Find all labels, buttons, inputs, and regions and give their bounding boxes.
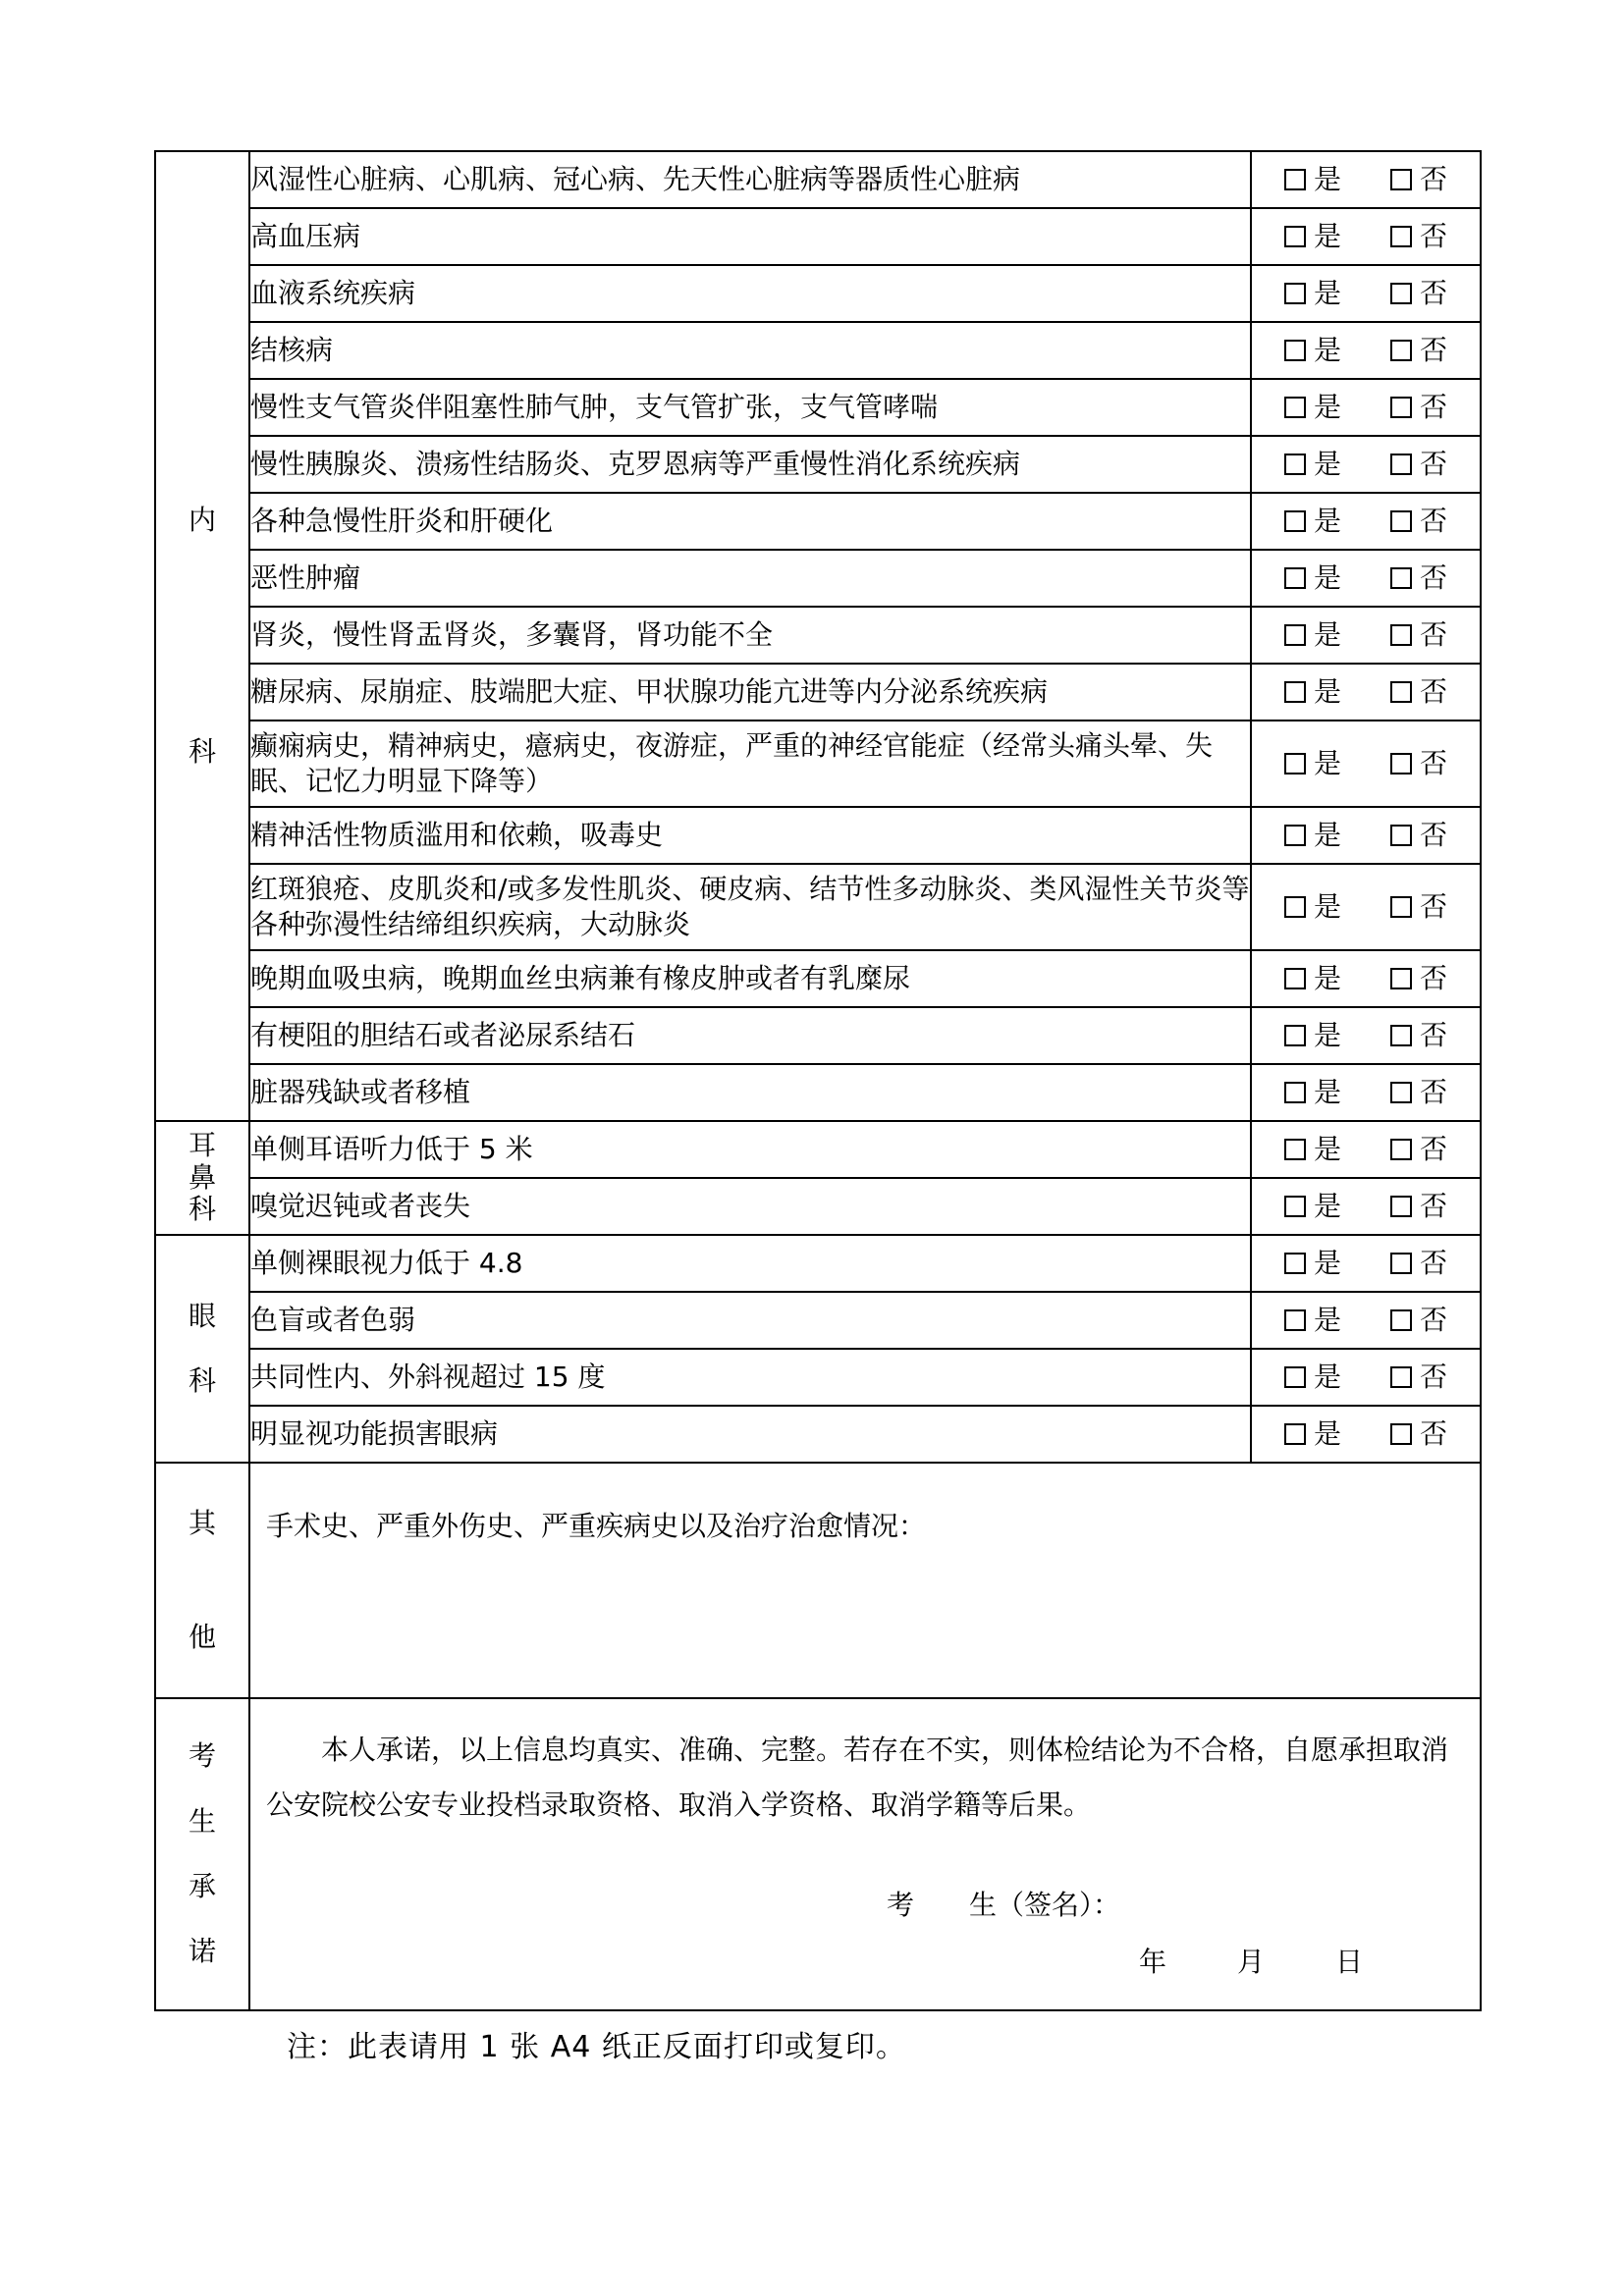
condition-label: 各种急慢性肝炎和肝硬化 xyxy=(249,493,1251,550)
option-yes[interactable] xyxy=(1284,447,1341,482)
no-label: 否 xyxy=(1419,333,1447,366)
yes-label: 是 xyxy=(1313,746,1341,779)
yes-checkbox[interactable] xyxy=(1284,896,1306,918)
category-ent-char: 耳 xyxy=(188,1129,216,1162)
condition-label: 结核病 xyxy=(249,322,1251,379)
condition-row xyxy=(155,322,1481,379)
no-checkbox[interactable] xyxy=(1390,1025,1412,1046)
condition-label: 糖尿病、尿崩症、肢端肥大症、甲状腺功能亢进等内分泌系统疾病 xyxy=(249,664,1251,721)
option-no[interactable] xyxy=(1390,333,1447,368)
option-yes[interactable] xyxy=(1284,219,1341,254)
option-yes[interactable] xyxy=(1284,818,1341,853)
pledge-row xyxy=(155,1698,1481,2010)
no-label: 否 xyxy=(1419,276,1447,309)
option-yes[interactable] xyxy=(1284,617,1341,653)
condition-label: 共同性内、外斜视超过 15 度 xyxy=(249,1349,1251,1406)
condition-row xyxy=(155,493,1481,550)
yes-checkbox[interactable] xyxy=(1284,753,1306,774)
condition-label: 风湿性心脏病、心肌病、冠心病、先天性心脏病等器质性心脏病 xyxy=(249,151,1251,208)
yes-label: 是 xyxy=(1313,1303,1341,1336)
category-eye-char: 眼 xyxy=(188,1299,216,1332)
answer-cell xyxy=(1251,607,1481,664)
yes-label: 是 xyxy=(1313,1018,1341,1051)
condition-row xyxy=(155,208,1481,265)
condition-row xyxy=(155,1235,1481,1292)
option-yes[interactable] xyxy=(1284,674,1341,710)
category-pledge-char: 考 xyxy=(188,1739,216,1773)
option-no[interactable] xyxy=(1390,561,1447,596)
option-yes[interactable] xyxy=(1284,961,1341,996)
no-checkbox[interactable] xyxy=(1390,1082,1412,1103)
answer-cell xyxy=(1251,664,1481,721)
no-checkbox[interactable] xyxy=(1390,825,1412,846)
category-other-char: 他 xyxy=(188,1621,216,1653)
yes-checkbox[interactable] xyxy=(1284,1366,1306,1388)
answer-cell xyxy=(1251,807,1481,864)
no-label: 否 xyxy=(1419,889,1447,923)
condition-label: 单侧耳语听力低于 5 米 xyxy=(249,1121,1251,1178)
no-checkbox[interactable] xyxy=(1390,283,1412,304)
condition-label: 有梗阻的胆结石或者泌尿系结石 xyxy=(249,1007,1251,1064)
condition-label: 肾炎，慢性肾盂肾炎，多囊肾，肾功能不全 xyxy=(249,607,1251,664)
yes-checkbox[interactable] xyxy=(1284,1082,1306,1103)
no-label: 否 xyxy=(1419,1189,1447,1222)
no-label: 否 xyxy=(1419,961,1447,994)
category-internal-char: 内 xyxy=(188,503,216,536)
option-yes[interactable] xyxy=(1284,1075,1341,1110)
option-no[interactable] xyxy=(1390,276,1447,311)
signature-line[interactable] xyxy=(887,1888,1120,1923)
yes-checkbox[interactable] xyxy=(1284,1196,1306,1217)
option-no[interactable] xyxy=(1390,889,1447,925)
yes-checkbox[interactable] xyxy=(1284,397,1306,418)
no-checkbox[interactable] xyxy=(1390,681,1412,703)
signature-label-a: 考 xyxy=(887,1889,915,1921)
condition-label: 慢性胰腺炎、溃疡性结肠炎、克罗恩病等严重慢性消化系统疾病 xyxy=(249,436,1251,493)
condition-row xyxy=(155,265,1481,322)
condition-label: 单侧裸眼视力低于 4.8 xyxy=(249,1235,1251,1292)
yes-checkbox[interactable] xyxy=(1284,510,1306,532)
yes-label: 是 xyxy=(1313,818,1341,851)
condition-row xyxy=(155,436,1481,493)
no-checkbox[interactable] xyxy=(1390,226,1412,247)
option-yes[interactable] xyxy=(1284,504,1341,539)
pledge-cell xyxy=(249,1698,1481,2010)
category-ent xyxy=(155,1121,249,1235)
category-internal-char: 科 xyxy=(188,735,216,768)
category-ent-char: 鼻 xyxy=(188,1160,216,1194)
category-eye xyxy=(155,1235,249,1463)
yes-checkbox[interactable] xyxy=(1284,825,1306,846)
no-checkbox[interactable] xyxy=(1390,169,1412,190)
yes-label: 是 xyxy=(1313,390,1341,423)
condition-row xyxy=(155,864,1481,950)
no-label: 否 xyxy=(1419,1132,1447,1165)
no-checkbox[interactable] xyxy=(1390,510,1412,532)
no-checkbox[interactable] xyxy=(1390,624,1412,646)
answer-cell xyxy=(1251,1406,1481,1463)
option-yes[interactable] xyxy=(1284,1246,1341,1281)
option-no[interactable] xyxy=(1390,818,1447,853)
option-yes[interactable] xyxy=(1284,1360,1341,1395)
yes-checkbox[interactable] xyxy=(1284,340,1306,361)
option-yes[interactable] xyxy=(1284,333,1341,368)
option-no[interactable] xyxy=(1390,504,1447,539)
category-ent-char: 科 xyxy=(188,1193,216,1226)
no-label: 否 xyxy=(1419,504,1447,537)
health-declaration-table xyxy=(154,150,1482,2011)
option-no[interactable] xyxy=(1390,1303,1447,1338)
no-checkbox[interactable] xyxy=(1390,1196,1412,1217)
yes-checkbox[interactable] xyxy=(1284,567,1306,589)
answer-cell xyxy=(1251,1292,1481,1349)
option-no[interactable] xyxy=(1390,447,1447,482)
condition-label: 血液系统疾病 xyxy=(249,265,1251,322)
option-no[interactable] xyxy=(1390,219,1447,254)
yes-checkbox[interactable] xyxy=(1284,454,1306,475)
answer-cell xyxy=(1251,864,1481,950)
option-no[interactable] xyxy=(1390,162,1447,197)
footnote: 注：此表请用 1 张 A4 纸正反面打印或复印。 xyxy=(287,2030,906,2064)
category-other-char: 其 xyxy=(188,1506,216,1539)
no-label: 否 xyxy=(1419,162,1447,195)
answer-cell xyxy=(1251,493,1481,550)
option-yes[interactable] xyxy=(1284,1132,1341,1167)
option-yes[interactable] xyxy=(1284,1018,1341,1053)
answer-cell xyxy=(1251,550,1481,607)
condition-label: 明显视功能损害眼病 xyxy=(249,1406,1251,1463)
category-eye-char: 科 xyxy=(188,1364,216,1397)
condition-row xyxy=(155,1292,1481,1349)
yes-label: 是 xyxy=(1313,447,1341,480)
yes-label: 是 xyxy=(1313,674,1341,708)
yes-checkbox[interactable] xyxy=(1284,226,1306,247)
answer-cell xyxy=(1251,151,1481,208)
option-no[interactable] xyxy=(1390,961,1447,996)
yes-checkbox[interactable] xyxy=(1284,681,1306,703)
no-label: 否 xyxy=(1419,447,1447,480)
condition-row xyxy=(155,950,1481,1007)
yes-label: 是 xyxy=(1313,162,1341,195)
answer-cell xyxy=(1251,1349,1481,1406)
yes-label: 是 xyxy=(1313,889,1341,923)
option-no[interactable] xyxy=(1390,1018,1447,1053)
condition-row xyxy=(155,807,1481,864)
other-row xyxy=(155,1463,1481,1698)
option-no[interactable] xyxy=(1390,1416,1447,1452)
category-internal xyxy=(155,151,249,1121)
date-year: 年 xyxy=(1139,1946,1167,1978)
yes-checkbox[interactable] xyxy=(1284,169,1306,190)
option-no[interactable] xyxy=(1390,1189,1447,1224)
option-no[interactable] xyxy=(1390,674,1447,710)
condition-label: 晚期血吸虫病，晚期血丝虫病兼有橡皮肿或者有乳糜尿 xyxy=(249,950,1251,1007)
condition-label: 脏器残缺或者移植 xyxy=(249,1064,1251,1121)
option-yes[interactable] xyxy=(1284,162,1341,197)
no-label: 否 xyxy=(1419,219,1447,252)
answer-cell xyxy=(1251,1121,1481,1178)
category-pledge-char: 承 xyxy=(188,1870,216,1902)
no-checkbox[interactable] xyxy=(1390,567,1412,589)
condition-row xyxy=(155,151,1481,208)
other-field[interactable] xyxy=(249,1463,1481,1698)
condition-row xyxy=(155,1064,1481,1121)
yes-label: 是 xyxy=(1313,219,1341,252)
no-label: 否 xyxy=(1419,674,1447,708)
no-checkbox[interactable] xyxy=(1390,1366,1412,1388)
no-label: 否 xyxy=(1419,617,1447,651)
answer-cell xyxy=(1251,322,1481,379)
option-yes[interactable] xyxy=(1284,1303,1341,1338)
yes-label: 是 xyxy=(1313,1075,1341,1108)
condition-row xyxy=(155,379,1481,436)
yes-label: 是 xyxy=(1313,1246,1341,1279)
yes-label: 是 xyxy=(1313,333,1341,366)
no-label: 否 xyxy=(1419,1075,1447,1108)
condition-row xyxy=(155,1178,1481,1235)
no-checkbox[interactable] xyxy=(1390,1423,1412,1445)
condition-label: 慢性支气管炎伴阻塞性肺气肿，支气管扩张，支气管哮喘 xyxy=(249,379,1251,436)
option-yes[interactable] xyxy=(1284,746,1341,781)
no-label: 否 xyxy=(1419,561,1447,594)
answer-cell xyxy=(1251,950,1481,1007)
answer-cell xyxy=(1251,1007,1481,1064)
no-checkbox[interactable] xyxy=(1390,753,1412,774)
no-checkbox[interactable] xyxy=(1390,1253,1412,1274)
no-label: 否 xyxy=(1419,746,1447,779)
yes-label: 是 xyxy=(1313,276,1341,309)
yes-label: 是 xyxy=(1313,1132,1341,1165)
yes-label: 是 xyxy=(1313,504,1341,537)
condition-label: 嗅觉迟钝或者丧失 xyxy=(249,1178,1251,1235)
category-pledge-char: 生 xyxy=(188,1804,216,1838)
category-pledge-char: 诺 xyxy=(188,1935,216,1968)
condition-row xyxy=(155,550,1481,607)
no-label: 否 xyxy=(1419,1246,1447,1279)
option-no[interactable] xyxy=(1390,1075,1447,1110)
yes-label: 是 xyxy=(1313,1360,1341,1393)
no-checkbox[interactable] xyxy=(1390,454,1412,475)
yes-checkbox[interactable] xyxy=(1284,1253,1306,1274)
yes-checkbox[interactable] xyxy=(1284,1025,1306,1046)
yes-checkbox[interactable] xyxy=(1284,283,1306,304)
form-body xyxy=(155,151,1481,2010)
option-no[interactable] xyxy=(1390,1246,1447,1281)
category-other xyxy=(155,1463,249,1698)
answer-cell xyxy=(1251,436,1481,493)
option-yes[interactable] xyxy=(1284,276,1341,311)
yes-label: 是 xyxy=(1313,617,1341,651)
option-no[interactable] xyxy=(1390,1132,1447,1167)
condition-row xyxy=(155,1007,1481,1064)
answer-cell xyxy=(1251,379,1481,436)
condition-label: 高血压病 xyxy=(249,208,1251,265)
no-label: 否 xyxy=(1419,1360,1447,1393)
answer-cell xyxy=(1251,721,1481,807)
no-label: 否 xyxy=(1419,1018,1447,1051)
condition-row xyxy=(155,664,1481,721)
answer-cell xyxy=(1251,208,1481,265)
condition-row xyxy=(155,1349,1481,1406)
no-checkbox[interactable] xyxy=(1390,340,1412,361)
option-no[interactable] xyxy=(1390,390,1447,425)
condition-label: 恶性肿瘤 xyxy=(249,550,1251,607)
option-yes[interactable] xyxy=(1284,561,1341,596)
no-checkbox[interactable] xyxy=(1390,397,1412,418)
date-line[interactable] xyxy=(1139,1945,1363,1980)
no-label: 否 xyxy=(1419,1303,1447,1336)
yes-label: 是 xyxy=(1313,561,1341,594)
condition-label: 癫痫病史，精神病史，癔病史，夜游症，严重的神经官能症（经常头痛头晕、失眠、记忆力明显下降等） xyxy=(249,721,1251,807)
option-no[interactable] xyxy=(1390,617,1447,653)
yes-checkbox[interactable] xyxy=(1284,624,1306,646)
option-yes[interactable] xyxy=(1284,889,1341,925)
yes-label: 是 xyxy=(1313,1189,1341,1222)
other-prompt: 手术史、严重外伤史、严重疾病史以及治疗治愈情况： xyxy=(266,1510,927,1542)
no-checkbox[interactable] xyxy=(1390,1139,1412,1160)
no-label: 否 xyxy=(1419,390,1447,423)
yes-label: 是 xyxy=(1313,1416,1341,1450)
condition-row xyxy=(155,721,1481,807)
no-checkbox[interactable] xyxy=(1390,968,1412,989)
no-label: 否 xyxy=(1419,818,1447,851)
answer-cell xyxy=(1251,1064,1481,1121)
pledge-block xyxy=(250,1699,1480,1833)
date-day: 日 xyxy=(1335,1946,1364,1978)
date-month: 月 xyxy=(1237,1946,1266,1978)
option-no[interactable] xyxy=(1390,746,1447,781)
option-yes[interactable] xyxy=(1284,1416,1341,1452)
option-yes[interactable] xyxy=(1284,1189,1341,1224)
condition-label: 色盲或者色弱 xyxy=(249,1292,1251,1349)
condition-row xyxy=(155,607,1481,664)
condition-row xyxy=(155,1121,1481,1178)
yes-checkbox[interactable] xyxy=(1284,1309,1306,1331)
yes-checkbox[interactable] xyxy=(1284,1423,1306,1445)
condition-label: 精神活性物质滥用和依赖，吸毒史 xyxy=(249,807,1251,864)
no-label: 否 xyxy=(1419,1416,1447,1450)
condition-row xyxy=(155,1406,1481,1463)
signature-label-b: 生（签名）： xyxy=(969,1889,1121,1921)
option-no[interactable] xyxy=(1390,1360,1447,1395)
condition-label: 红斑狼疮、皮肌炎和/或多发性肌炎、硬皮病、结节性多动脉炎、类风湿性关节炎等各种弥漫性结缔组织疾病，大动脉炎 xyxy=(249,864,1251,950)
answer-cell xyxy=(1251,1235,1481,1292)
no-checkbox[interactable] xyxy=(1390,896,1412,918)
category-pledge xyxy=(155,1698,249,2010)
answer-cell xyxy=(1251,1178,1481,1235)
yes-checkbox[interactable] xyxy=(1284,968,1306,989)
pledge-text: 本人承诺，以上信息均真实、准确、完整。若存在不实，则体检结论为不合格，自愿承担取消公安院校公安专业投档录取资格、取消入学资格、取消学籍等后果。 xyxy=(266,1734,1449,1821)
no-checkbox[interactable] xyxy=(1390,1309,1412,1331)
answer-cell xyxy=(1251,265,1481,322)
option-yes[interactable] xyxy=(1284,390,1341,425)
yes-label: 是 xyxy=(1313,961,1341,994)
yes-checkbox[interactable] xyxy=(1284,1139,1306,1160)
